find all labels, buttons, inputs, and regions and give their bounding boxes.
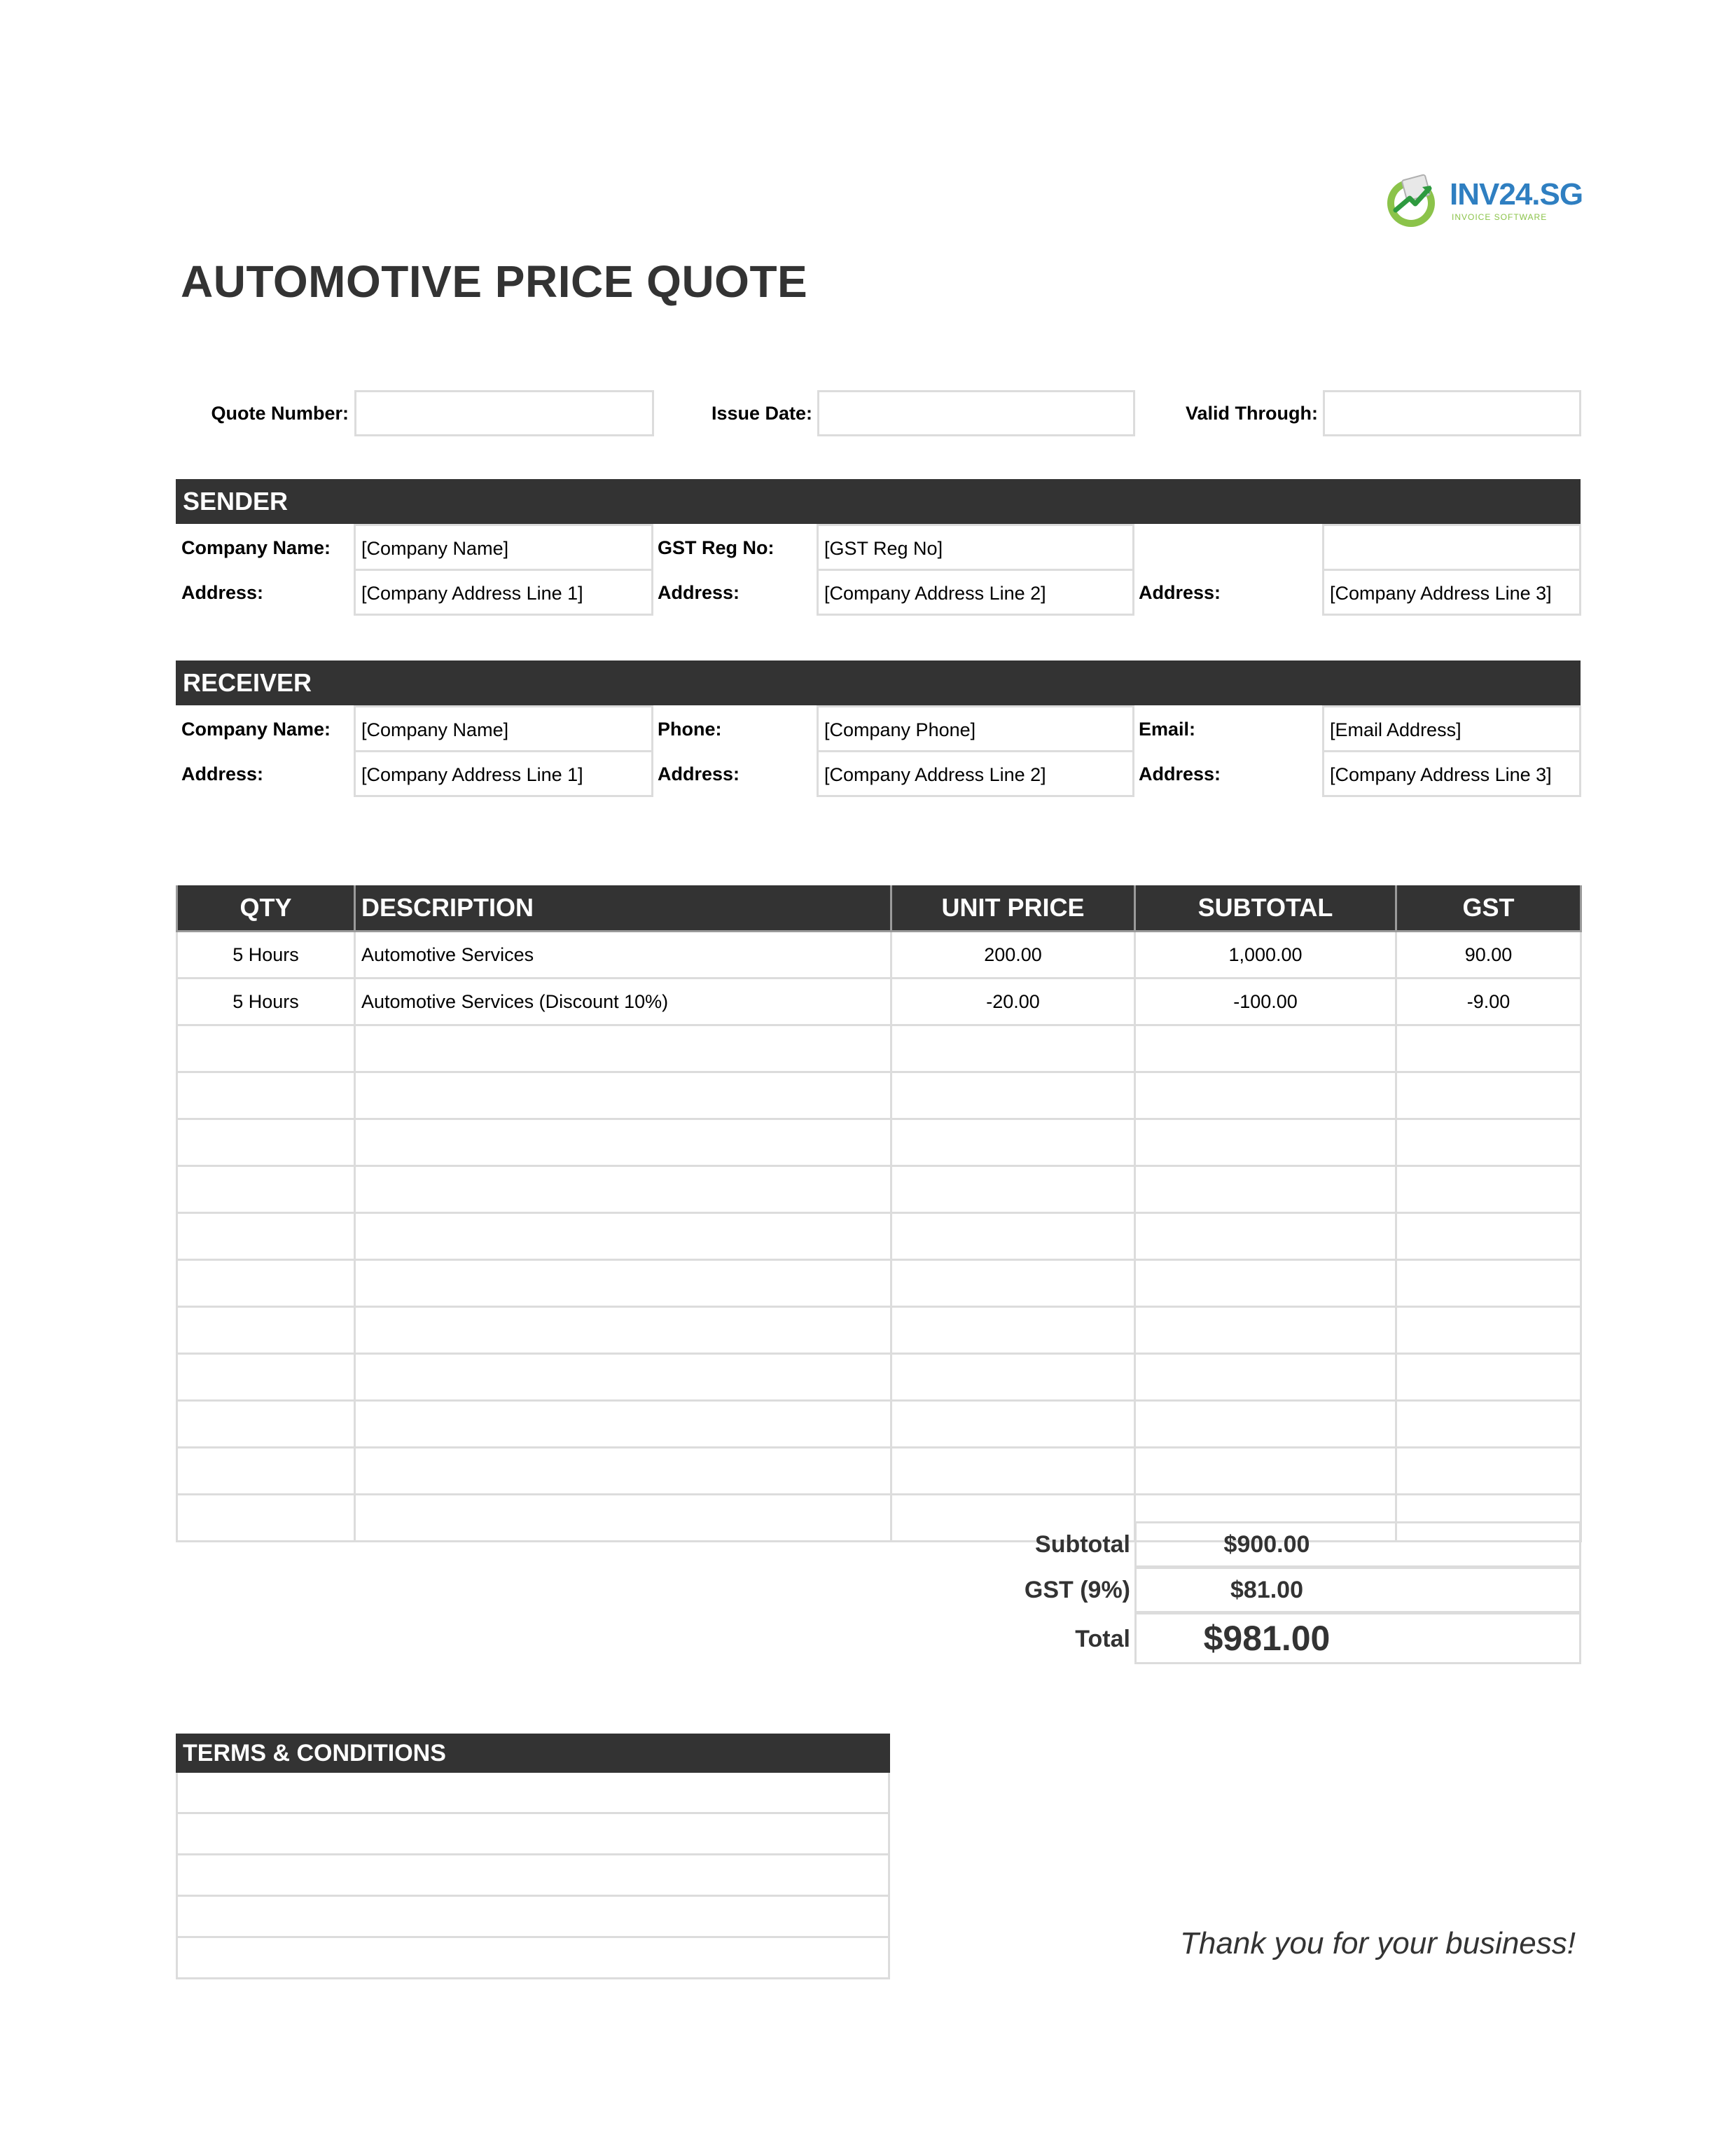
receiver-address-1-field[interactable] [354,750,653,797]
sender-address-3: [Company Address Line 3] [1330,583,1552,604]
sender-company-name: [Company Name] [361,538,509,559]
table-row [177,1166,1581,1213]
receiver-email-field[interactable] [1322,705,1581,752]
table-row [177,1354,1581,1401]
subtotal-cell[interactable] [1135,1025,1396,1072]
subtotal-cell[interactable]: -100.00 [1135,978,1396,1025]
receiver-company-name-label: Company Name: [181,719,331,740]
receiver-phone: [Company Phone] [824,719,976,740]
description-cell[interactable] [355,1260,891,1307]
table-row [177,1072,1581,1119]
description-cell[interactable] [355,1166,891,1213]
sender-address-2-field[interactable] [817,569,1134,616]
description-cell[interactable] [355,1354,891,1401]
description-cell[interactable] [355,1495,891,1542]
table-row [177,1025,1581,1072]
unit-price-cell[interactable]: 200.00 [891,932,1135,978]
terms-line[interactable] [176,1938,890,1979]
receiver-address-3-field[interactable] [1322,750,1581,797]
logo [1383,172,1583,231]
description-cell[interactable] [355,1448,891,1495]
qty-cell[interactable] [177,1166,355,1213]
gst-cell[interactable] [1396,1448,1581,1495]
gst-cell[interactable] [1396,1119,1581,1166]
subtotal-cell[interactable] [1135,1354,1396,1401]
table-row [177,1260,1581,1307]
sender-company-name-field[interactable] [354,524,653,571]
sender-address-3-field[interactable] [1322,569,1581,616]
items-header-row [177,885,1581,932]
qty-cell[interactable] [177,1025,355,1072]
table-row [177,1213,1581,1260]
unit-price-cell[interactable] [891,1166,1135,1213]
qty-cell[interactable] [177,1401,355,1448]
unit-price-cell[interactable] [891,1213,1135,1260]
receiver-address-2: [Company Address Line 2] [824,764,1046,785]
unit-price-cell[interactable]: -20.00 [891,978,1135,1025]
gst-cell[interactable] [1396,1401,1581,1448]
qty-cell[interactable]: 5 Hours [177,932,355,978]
sender-address-1: [Company Address Line 1] [361,583,583,604]
unit-price-cell[interactable] [891,1260,1135,1307]
unit-price-cell[interactable] [891,1119,1135,1166]
issue-date-label: Issue Date: [711,403,812,424]
sender-address-label-2: Address: [658,582,740,603]
qty-cell[interactable] [177,1354,355,1401]
sender-gst-field[interactable] [817,524,1134,571]
qty-cell[interactable] [177,1307,355,1354]
header-unit-price: UNIT PRICE [891,885,1135,932]
table-row [177,1401,1581,1448]
gst-cell[interactable] [1396,1307,1581,1354]
total-label: Total [1075,1626,1130,1652]
table-row [177,1448,1581,1495]
issue-date-field[interactable] [817,390,1135,436]
receiver-address-1: [Company Address Line 1] [361,764,583,785]
receiver-email: [Email Address] [1330,719,1461,740]
receiver-phone-field[interactable] [817,705,1134,752]
terms-line[interactable] [176,1773,890,1814]
qty-cell[interactable] [177,1119,355,1166]
description-cell[interactable]: Automotive Services [355,932,891,978]
quote-number-field[interactable] [354,390,654,436]
table-row [177,1307,1581,1354]
subtotal-cell[interactable]: 1,000.00 [1135,932,1396,978]
header-description: DESCRIPTION [355,885,891,932]
header-subtotal: SUBTOTAL [1135,885,1396,932]
subtotal-cell[interactable] [1135,1448,1396,1495]
description-cell[interactable] [355,1213,891,1260]
subtotal-cell[interactable] [1135,1260,1396,1307]
sender-company-name-label: Company Name: [181,537,331,558]
terms-heading: TERMS & CONDITIONS [176,1734,890,1773]
subtotal-cell[interactable] [1135,1401,1396,1448]
subtotal-cell[interactable] [1135,1072,1396,1119]
subtotal-label: Subtotal [1035,1531,1130,1558]
receiver-heading: RECEIVER [176,661,1581,705]
quote-number-label: Quote Number: [211,403,349,424]
unit-price-cell[interactable] [891,1448,1135,1495]
subtotal-cell[interactable] [1135,1119,1396,1166]
logo-tagline: INVOICE SOFTWARE [1452,212,1548,222]
gst-cell[interactable]: -9.00 [1396,978,1581,1025]
description-cell[interactable] [355,1119,891,1166]
unit-price-cell[interactable] [891,1401,1135,1448]
description-cell[interactable] [355,1072,891,1119]
description-cell[interactable]: Automotive Services (Discount 10%) [355,978,891,1025]
gst-cell[interactable]: 90.00 [1396,932,1581,978]
logo-icon [1383,172,1446,231]
logo-name: INV24.SG [1450,177,1583,212]
gst-cell[interactable] [1396,1213,1581,1260]
gst-total-label: GST (9%) [1024,1577,1130,1603]
subtotal-cell[interactable] [1135,1166,1396,1213]
description-cell[interactable] [355,1307,891,1354]
unit-price-cell[interactable] [891,1354,1135,1401]
unit-price-cell[interactable] [891,1072,1135,1119]
receiver-address-label-3: Address: [1139,763,1221,784]
header-qty: QTY [177,885,355,932]
gst-cell[interactable] [1396,1025,1581,1072]
qty-cell[interactable] [177,1448,355,1495]
sender-address-2: [Company Address Line 2] [824,583,1046,604]
sender-extra-field[interactable] [1322,524,1581,571]
receiver-company-name: [Company Name] [361,719,509,740]
sender-heading: SENDER [176,479,1581,524]
gst-cell[interactable] [1396,1166,1581,1213]
gst-total-value: $81.00 [1134,1567,1581,1613]
table-row [177,1119,1581,1166]
unit-price-cell[interactable] [891,1307,1135,1354]
table-row [177,978,1581,1025]
table-row [177,932,1581,978]
qty-cell[interactable] [177,1213,355,1260]
receiver-email-label: Email: [1139,719,1196,740]
gst-cell[interactable] [1396,1260,1581,1307]
unit-price-cell[interactable] [891,1025,1135,1072]
valid-through-label: Valid Through: [1186,403,1318,424]
items-table [176,885,1582,1542]
qty-cell[interactable] [177,1495,355,1542]
terms-line[interactable] [176,1855,890,1897]
gst-cell[interactable] [1396,1072,1581,1119]
receiver-address-label-2: Address: [658,763,740,784]
valid-through-field[interactable] [1323,390,1581,436]
receiver-phone-label: Phone: [658,719,722,740]
terms-line[interactable] [176,1897,890,1938]
sender-gst: [GST Reg No] [824,538,943,559]
receiver-address-2-field[interactable] [817,750,1134,797]
sender-gst-label: GST Reg No: [658,537,775,558]
sender-address-label-3: Address: [1139,582,1221,603]
qty-cell[interactable] [177,1072,355,1119]
total-value: $981.00 [1134,1612,1581,1664]
sender-address-1-field[interactable] [354,569,653,616]
subtotal-value: $900.00 [1134,1521,1581,1568]
gst-cell[interactable] [1396,1354,1581,1401]
receiver-address-label-1: Address: [181,763,264,784]
page-title: AUTOMOTIVE PRICE QUOTE [181,256,808,307]
qty-cell[interactable] [177,1260,355,1307]
subtotal-cell[interactable] [1135,1307,1396,1354]
description-cell[interactable] [355,1401,891,1448]
description-cell[interactable] [355,1025,891,1072]
receiver-company-name-field[interactable] [354,705,653,752]
sender-address-label-1: Address: [181,582,264,603]
terms-lines [176,1773,890,1979]
terms-line[interactable] [176,1814,890,1855]
header-gst: GST [1396,885,1581,932]
qty-cell[interactable]: 5 Hours [177,978,355,1025]
subtotal-cell[interactable] [1135,1213,1396,1260]
receiver-address-3: [Company Address Line 3] [1330,764,1552,785]
thank-you-message: Thank you for your business! [1180,1926,1576,1960]
